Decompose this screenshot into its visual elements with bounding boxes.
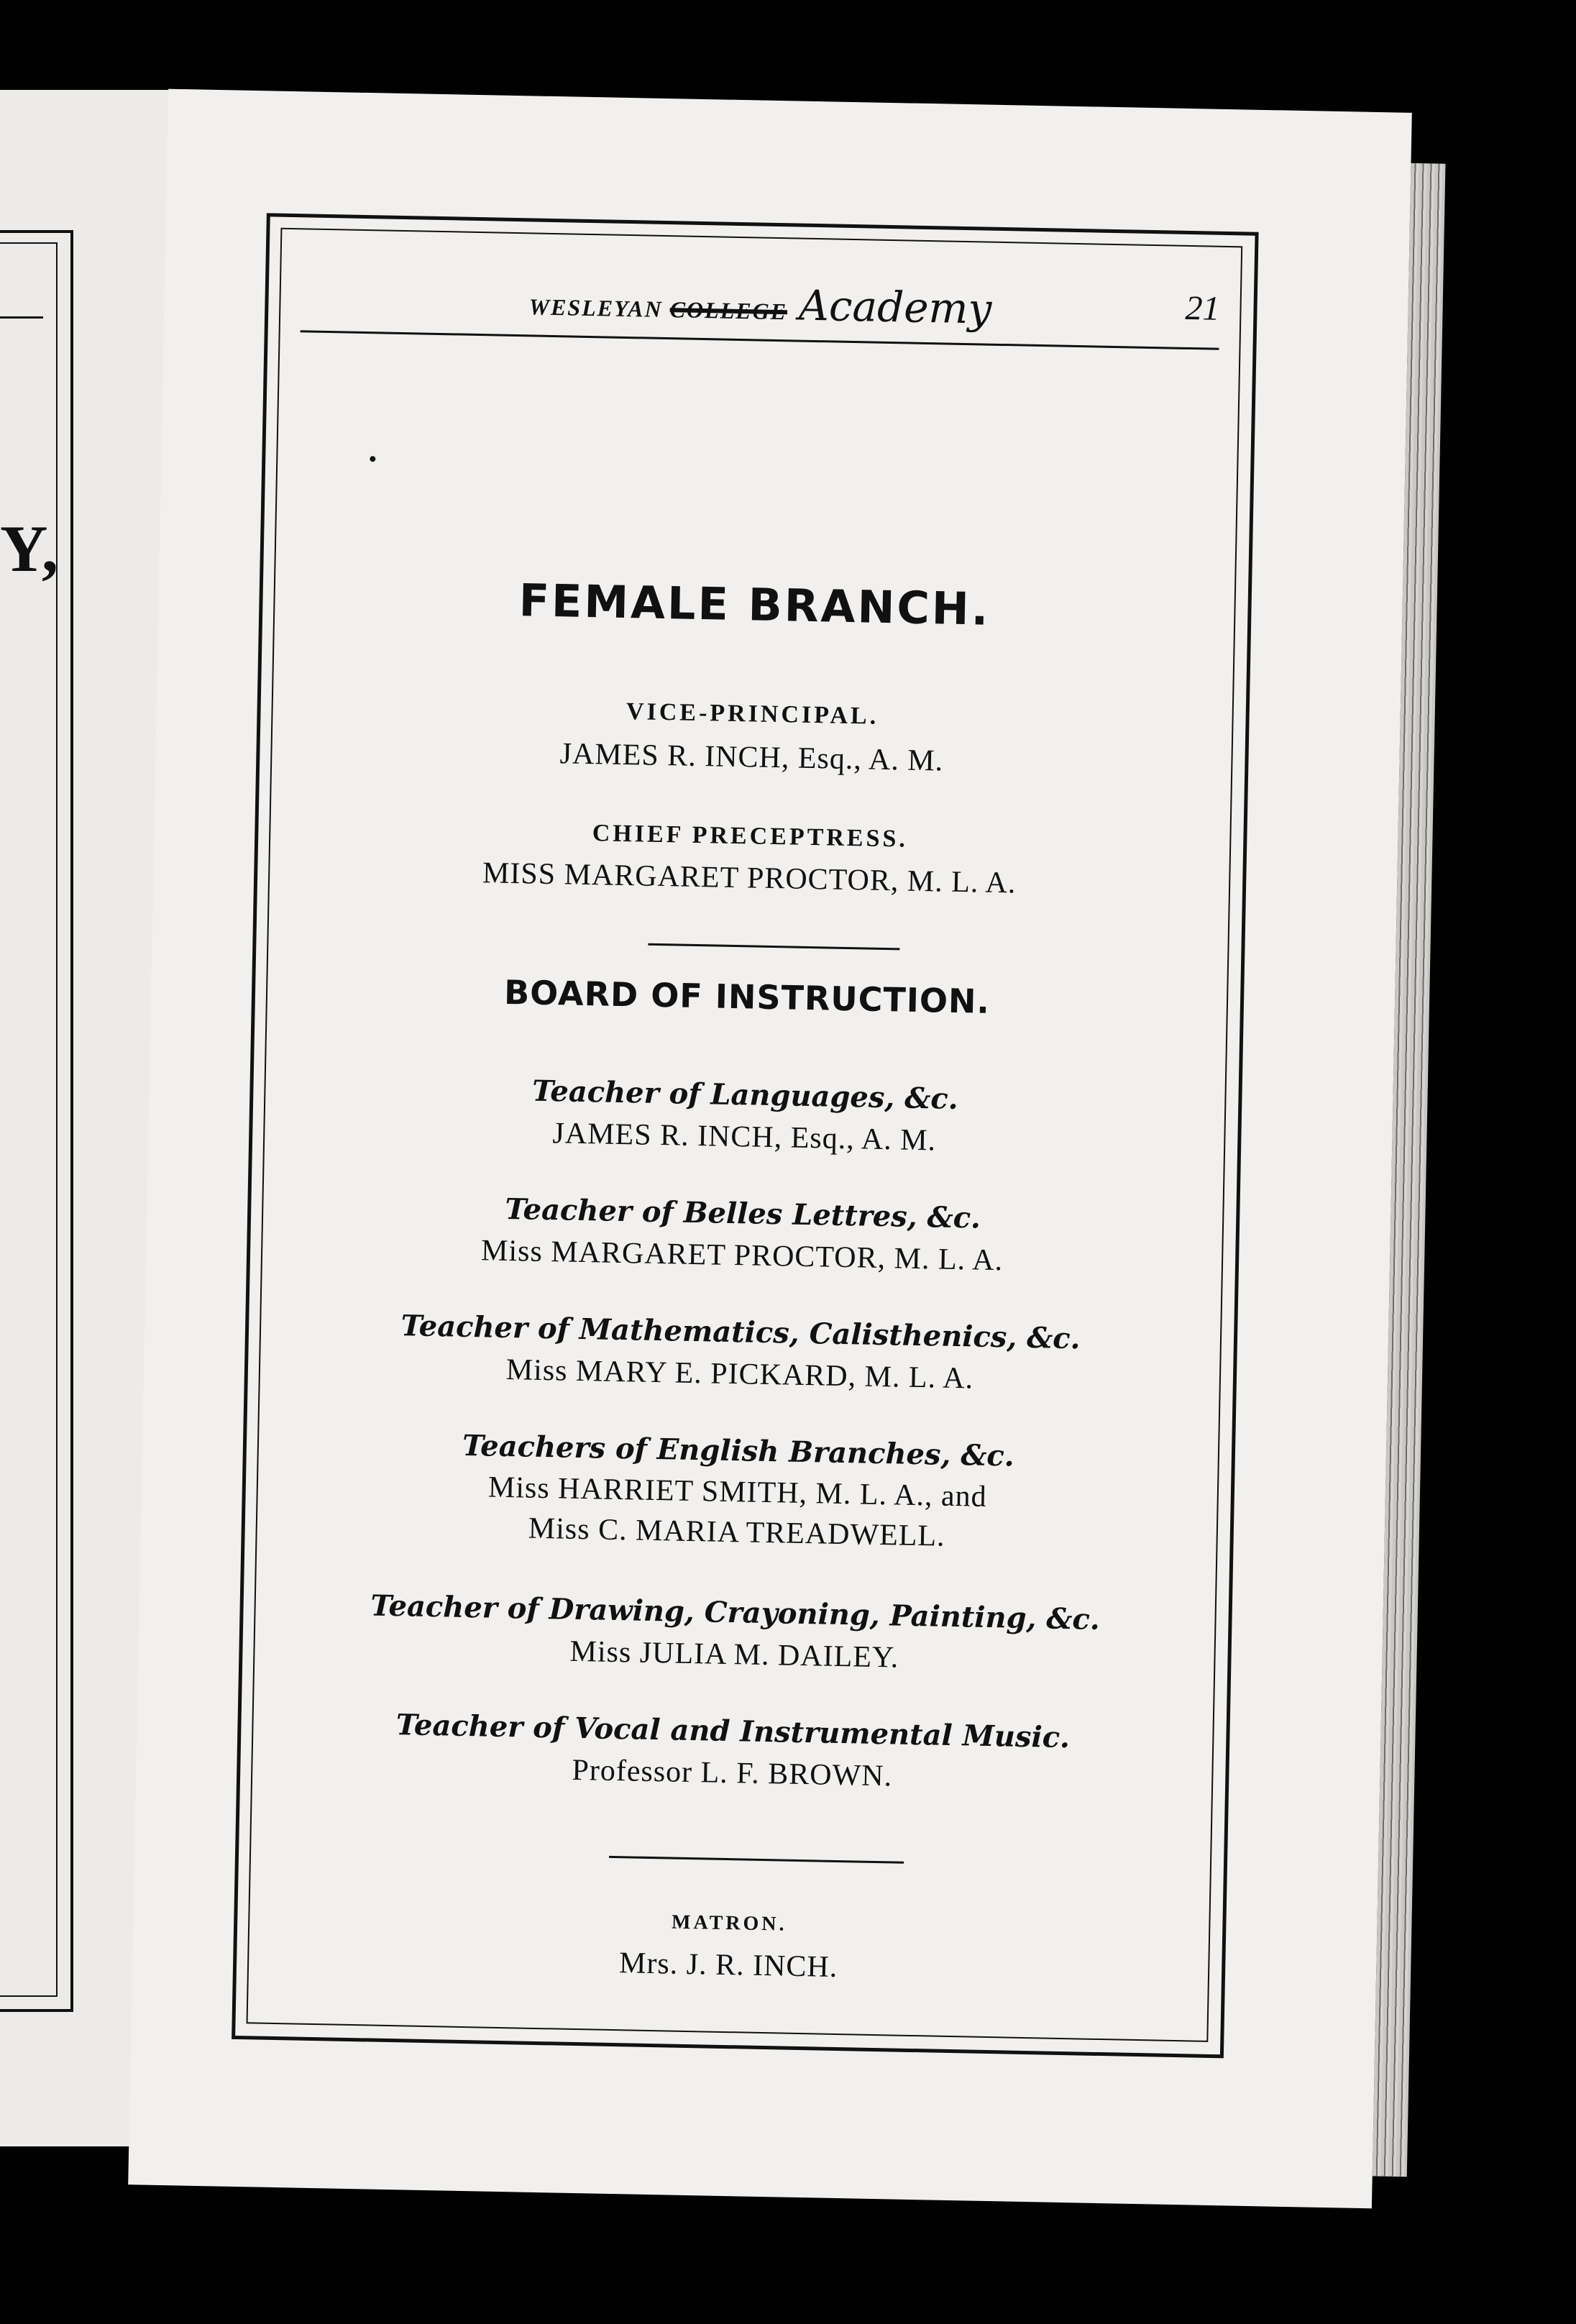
board-subject-belles-lettres: Teacher of Belles Lettres, &c. xyxy=(505,1191,981,1235)
running-header xyxy=(301,264,1220,339)
board-name-music: Professor L. F. BROWN. xyxy=(572,1753,893,1793)
left-page-rule xyxy=(0,316,43,319)
ink-speck xyxy=(370,456,375,462)
officer-name-vice-principal: JAMES R. INCH, Esq., A. M. xyxy=(559,737,944,778)
page-number: 21 xyxy=(1185,288,1221,328)
left-page-text-fragment: Y, xyxy=(0,512,58,585)
board-subject-english: Teachers of English Branches, &c. xyxy=(462,1428,1015,1473)
board-subject-music: Teacher of Vocal and Instrumental Music. xyxy=(395,1708,1071,1755)
right-page xyxy=(128,89,1412,2209)
officer-name-chief-preceptress: MISS MARGARET PROCTOR, M. L. A. xyxy=(482,856,1017,900)
board-name-belles-lettres: Miss MARGARET PROCTOR, M. L. A. xyxy=(480,1234,1004,1278)
matron-role: MATRON. xyxy=(671,1911,787,1936)
board-subject-mathematics: Teacher of Mathematics, Calisthenics, &c. xyxy=(400,1309,1081,1356)
page-content xyxy=(254,235,1235,2036)
officer-role-chief-preceptress: CHIEF PRECEPTRESS. xyxy=(592,820,909,853)
officer-role-vice-principal: VICE-PRINCIPAL. xyxy=(626,698,879,730)
running-title xyxy=(301,271,1220,338)
page-edges xyxy=(1373,163,1446,2177)
section-title: FEMALE BRANCH. xyxy=(518,574,991,636)
left-page-inner-border xyxy=(0,242,58,1997)
matron-divider xyxy=(609,1856,904,1864)
struck-word: COLLEGE xyxy=(669,296,788,325)
board-name-english-2: Miss C. MARIA TREADWELL. xyxy=(528,1511,946,1553)
board-name-mathematics: Miss MARY E. PICKARD, M. L. A. xyxy=(505,1353,974,1396)
board-title: BOARD OF INSTRUCTION. xyxy=(503,972,991,1021)
board-name-languages: JAMES R. INCH, Esq., A. M. xyxy=(552,1117,937,1158)
handwritten-correction: Academy xyxy=(798,280,992,334)
section-divider xyxy=(648,943,899,951)
publication-name: WESLEYAN xyxy=(528,293,664,322)
matron-name: Mrs. J. R. INCH. xyxy=(618,1946,838,1985)
board-subject-languages: Teacher of Languages, &c. xyxy=(531,1074,959,1117)
board-subject-drawing: Teacher of Drawing, Crayoning, Painting, &c. xyxy=(370,1588,1101,1637)
board-name-drawing: Miss JULIA M. DAILEY. xyxy=(569,1634,899,1675)
board-name-english-1: Miss HARRIET SMITH, M. L. A., and xyxy=(487,1470,988,1514)
